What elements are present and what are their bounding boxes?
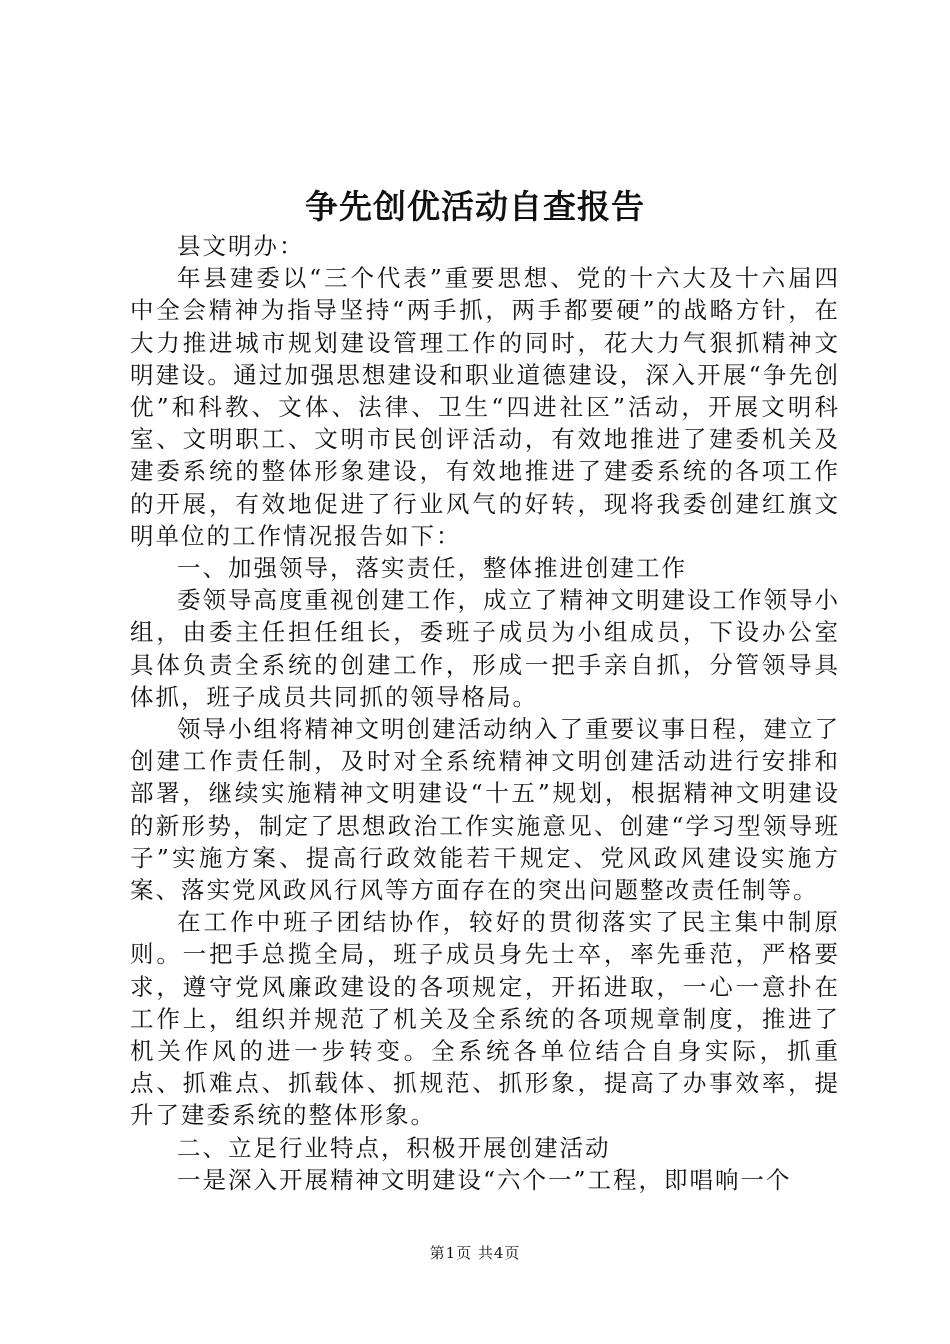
- section-heading-2: 二、立足行业特点，积极开展创建活动: [177, 1133, 611, 1162]
- intro-paragraph: 年县建委以“三个代表”重要思想、党的十六大及十六届四中全会精神为指导坚持“两手抓，两手都要硬”的战略方针，在大力推进城市规划建设管理工作的同时，花大力气狠抓精神文明建设。通过加强思想建设和职业道德建设，深入开展“争先创优”和科教、文体、法律、卫生“四进社区”活动，开展文明科室、文明职工、文明市民创评活动，有效地推进了建委机关及建委系统的整体形象建设，有效地推进了建委系统的各项工作的开展，有效地促进了行业风气的好转，现将我委创建红旗文明单位的工作情况报告如下：: [130, 264, 840, 550]
- document-title: 争先创优活动自查报告: [305, 187, 645, 226]
- body-paragraph: 在工作中班子团结协作，较好的贯彻落实了民主集中制原则。一把手总揽全局，班子成员身先士卒，率先垂范，严格要求，遵守党风廉政建设的各项规定，开拓进取，一心一意扑在工作上，组织并规范了机关及全系统的各项规章制度，推进了机关作风的进一步转变。全系统各单位结合自身实际，抓重点、抓难点、抓载体、抓规范、抓形象，提高了办事效率，提升了建委系统的整体形象。: [130, 908, 840, 1130]
- page-number-footer: 第1页 共4页: [429, 1244, 521, 1262]
- body-paragraph: 一是深入开展精神文明建设“六个一”工程，即唱响一个: [177, 1165, 792, 1194]
- body-paragraph: 领导小组将精神文明创建活动纳入了重要议事日程，建立了创建工作责任制，及时对全系统精神文明创建活动进行安排和部署，继续实施精神文明建设“十五”规划，根据精神文明建设的新形势，制定了思想政治工作实施意见、创建“学习型领导班子”实施方案、提高行政效能若干规定、党风政风建设实施方案、落实党风政风行风等方面存在的突出问题整改责任制等。: [130, 715, 840, 905]
- document-body: [130, 230, 840, 1196]
- section-heading-1: 一、加强领导，落实责任，整体推进创建工作: [177, 554, 687, 583]
- body-paragraph: 委领导高度重视创建工作，成立了精神文明建设工作领导小组，由委主任担任组长，委班子成员为小组成员，下设办公室具体负责全系统的创建工作，形成一把手亲自抓，分管领导具体抓，班子成员共同抓的领导格局。: [130, 586, 840, 711]
- salutation-paragraph: 县文明办：: [177, 232, 305, 260]
